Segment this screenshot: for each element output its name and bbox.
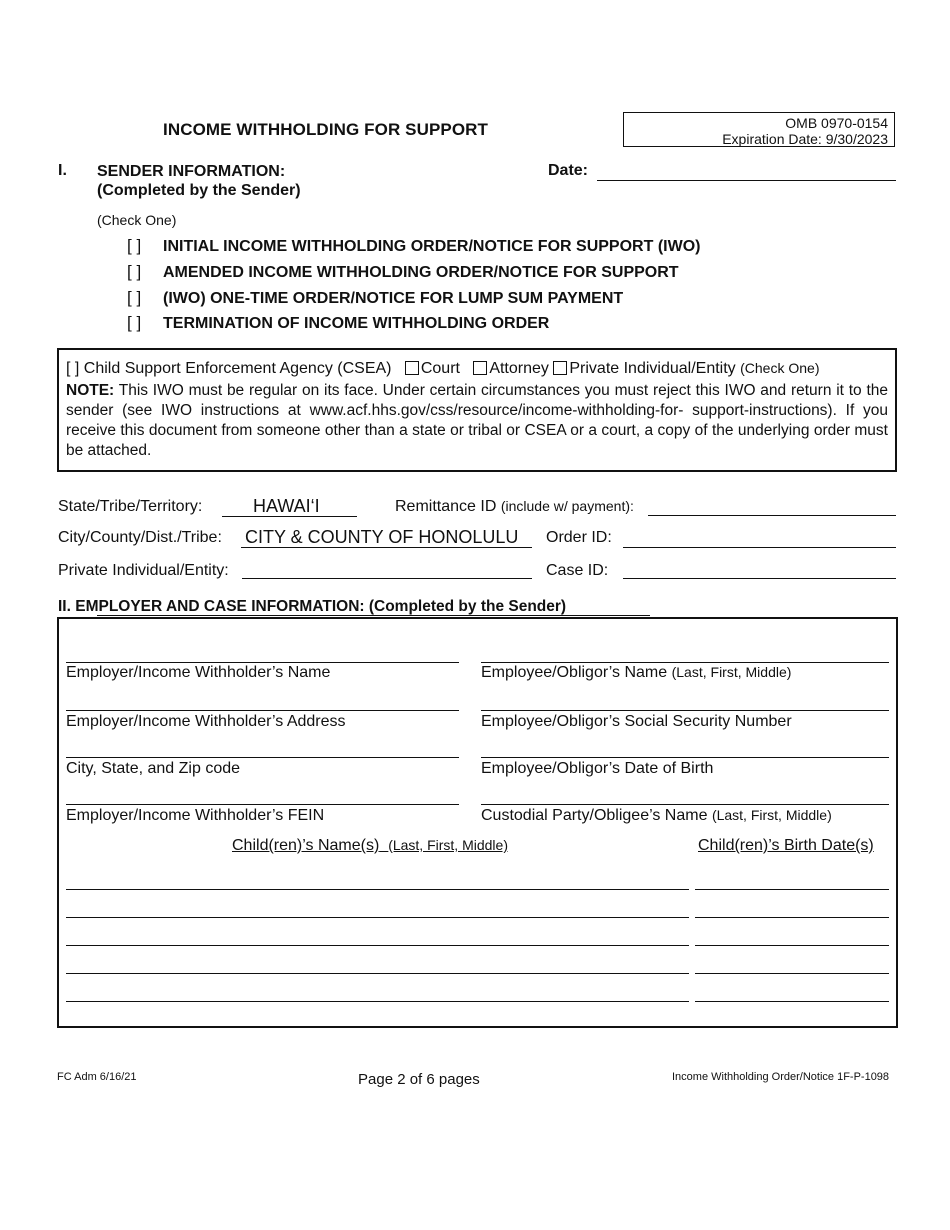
city-field[interactable]	[241, 547, 532, 548]
order-option-termination[interactable]	[127, 313, 549, 333]
private-entity-field-label: Private Individual/Entity:	[58, 562, 229, 579]
form-title: INCOME WITHHOLDING FOR SUPPORT	[163, 120, 489, 139]
case-id-field[interactable]	[623, 578, 896, 579]
employer-address-label: Employer/Income Withholder’s Address	[66, 713, 346, 730]
court-label: Court	[420, 360, 460, 377]
state-label: State/Tribe/Territory:	[58, 498, 203, 515]
sender-type-box	[57, 348, 897, 472]
employee-name-text: Employee/Obligor’s Name	[481, 664, 668, 681]
section-2-heading: II. EMPLOYER AND CASE INFORMATION: (Completed by the Sender)	[58, 598, 567, 615]
csea-label: Child Support Enforcement Agency (CSEA)	[83, 360, 392, 377]
employee-dob-field[interactable]	[481, 757, 889, 758]
csea-bracket-checkbox[interactable]: [ ]	[66, 360, 80, 377]
case-id-label: Case ID:	[546, 562, 609, 579]
employee-name-note: (Last, First, Middle)	[671, 664, 792, 680]
state-value: HAWAI‘I	[253, 496, 320, 516]
footer-form-code: FC Adm 6/16/21	[57, 1071, 137, 1083]
order-option-amended[interactable]	[127, 262, 679, 282]
check-one-label: (Check One)	[97, 212, 177, 228]
child-birth-date-field[interactable]	[695, 1001, 889, 1002]
state-field[interactable]	[222, 516, 357, 517]
child-name-field[interactable]	[66, 889, 689, 890]
child-birth-date-field[interactable]	[695, 917, 889, 918]
footer-page-number: Page 2 of 6 pages	[358, 1071, 480, 1088]
order-option-label: INITIAL INCOME WITHHOLDING ORDER/NOTICE FOR SUPPORT (IWO)	[163, 238, 701, 255]
remittance-id-field[interactable]	[648, 515, 896, 516]
child-birth-date-field[interactable]	[695, 889, 889, 890]
footer-form-id: Income Withholding Order/Notice 1F-P-1098	[672, 1071, 890, 1083]
custodial-party-field[interactable]	[481, 804, 889, 805]
order-id-label: Order ID:	[546, 529, 612, 546]
children-names-header	[232, 837, 508, 855]
employer-fein-label: Employer/Income Withholder’s FEIN	[66, 807, 325, 824]
section-1-title	[97, 162, 301, 200]
child-name-field[interactable]	[66, 945, 689, 946]
omb-number: OMB 0970-0154	[785, 115, 888, 131]
order-option-label: AMENDED INCOME WITHHOLDING ORDER/NOTICE FOR SUPPORT	[163, 264, 679, 281]
expiration-date: Expiration Date: 9/30/2023	[722, 131, 888, 147]
order-option-label: TERMINATION OF INCOME WITHHOLDING ORDER	[163, 315, 550, 332]
section-1-number: I.	[58, 162, 67, 179]
custodial-party-note: (Last, First, Middle)	[711, 807, 832, 823]
employer-name-field[interactable]	[66, 662, 459, 663]
child-name-field[interactable]	[66, 1001, 689, 1002]
remittance-label	[395, 498, 634, 516]
order-option-lump-sum[interactable]	[127, 288, 623, 308]
employer-name-label: Employer/Income Withholder’s Name	[66, 664, 331, 681]
employer-address-field[interactable]	[66, 710, 459, 711]
city-state-zip-field[interactable]	[66, 757, 459, 758]
child-name-field[interactable]	[66, 973, 689, 974]
custodial-party-label	[481, 807, 832, 825]
order-checkbox-bracket[interactable]: [ ]	[127, 313, 142, 332]
sender-information-heading: SENDER INFORMATION:	[97, 163, 286, 180]
remittance-note: (include w/ payment):	[500, 498, 634, 514]
city-state-zip-label: City, State, and Zip code	[66, 760, 241, 777]
court-checkbox[interactable]	[405, 361, 419, 375]
order-checkbox-bracket[interactable]: [ ]	[127, 262, 142, 281]
child-birth-date-field[interactable]	[695, 973, 889, 974]
attorney-checkbox[interactable]	[473, 361, 487, 375]
city-value: CITY & COUNTY OF HONOLULU	[245, 527, 519, 547]
sender-type-line	[66, 360, 888, 378]
children-names-note: (Last, First, Middle)	[388, 837, 508, 853]
children-birth-dates-header: Child(ren)’s Birth Date(s)	[698, 837, 874, 854]
private-entity-field[interactable]	[242, 578, 532, 579]
check-one-note: (Check One)	[740, 360, 820, 376]
employer-fein-field[interactable]	[66, 804, 459, 805]
child-name-field[interactable]	[66, 917, 689, 918]
children-names-text: Child(ren)’s Name(s)	[232, 837, 380, 854]
custodial-party-text: Custodial Party/Obligee’s Name	[481, 807, 708, 824]
section-2-heading-underline	[97, 615, 650, 616]
order-checkbox-bracket[interactable]: [ ]	[127, 288, 142, 307]
order-option-initial[interactable]	[127, 236, 700, 256]
employee-name-label	[481, 664, 791, 682]
remittance-id-label: Remittance ID	[395, 498, 497, 515]
employee-ssn-label: Employee/Obligor’s Social Security Number	[481, 713, 792, 730]
note-text: This IWO must be regular on its face. Under certain circumstances you must reject this IWO and return it to the sender (see IWO instructions at www.acf.hhs.gov/css/resource/income-withholding-for- support-instructions). If you receive this document from someone other than a state or tribal or CSEA or a court, a copy of the underlying order must be attached.	[66, 382, 889, 459]
attorney-label: Attorney	[489, 360, 549, 377]
order-id-field[interactable]	[623, 547, 896, 548]
date-label: Date:	[548, 162, 589, 179]
child-birth-date-field[interactable]	[695, 945, 889, 946]
employee-ssn-field[interactable]	[481, 710, 889, 711]
note-paragraph	[66, 381, 888, 461]
employee-dob-label: Employee/Obligor’s Date of Birth	[481, 760, 714, 777]
private-entity-label: Private Individual/Entity	[569, 360, 736, 377]
employee-name-field[interactable]	[481, 662, 889, 663]
employer-case-box	[57, 617, 898, 1028]
private-entity-checkbox[interactable]	[553, 361, 567, 375]
note-label: NOTE:	[66, 382, 115, 399]
order-option-label: (IWO) ONE-TIME ORDER/NOTICE FOR LUMP SUM PAYMENT	[163, 290, 624, 307]
omb-box	[623, 112, 895, 147]
city-label: City/County/Dist./Tribe:	[58, 529, 222, 546]
sender-information-subtitle: (Completed by the Sender)	[97, 182, 301, 199]
order-checkbox-bracket[interactable]: [ ]	[127, 236, 142, 255]
date-field[interactable]	[597, 180, 896, 181]
